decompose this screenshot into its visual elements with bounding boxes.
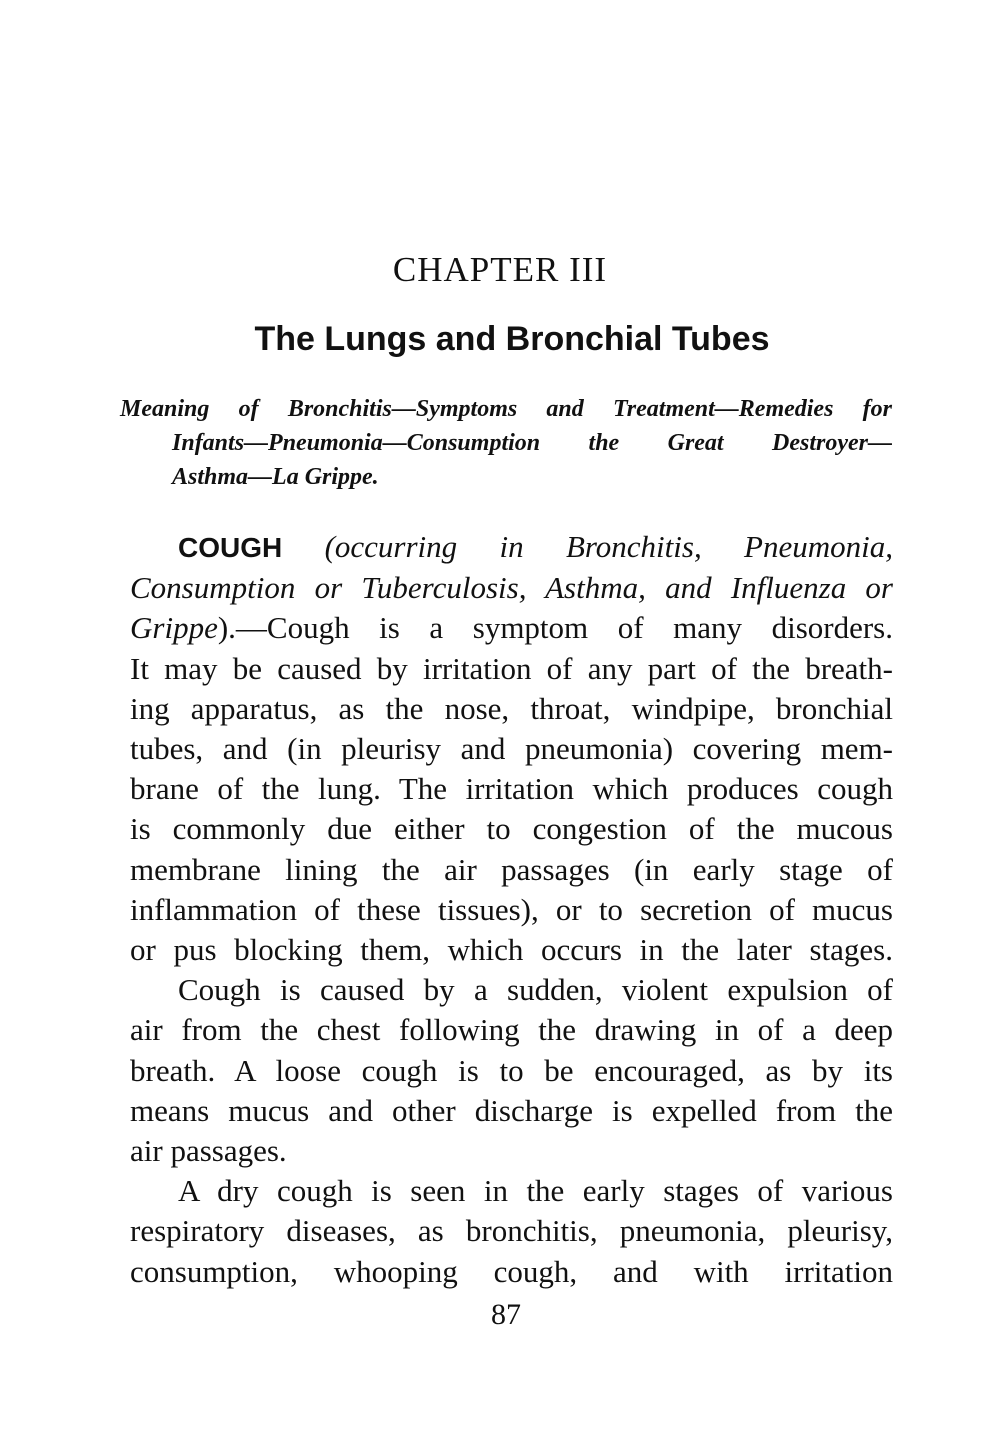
text-line: or pus blocking them, which occurs in the later stages. — [130, 932, 893, 968]
summary-line: Asthma—La Grippe. — [172, 464, 379, 490]
text-line: consumption, whooping cough, and with irritation — [130, 1253, 893, 1289]
body-text — [130, 527, 893, 1292]
chapter-heading: CHAPTER III — [392, 250, 608, 289]
text-line: membrane lining the air passages (in early stage of — [130, 851, 893, 887]
text-line: tubes, and (in pleurisy and pneumonia) covering mem- — [130, 731, 893, 767]
text-line: means mucus and other discharge is expelled from the — [130, 1092, 893, 1128]
text-line: is commonly due either to congestion of the mucous — [130, 811, 893, 847]
summary-line: Meaning of Bronchitis—Symptoms and Treatment—Remedies for — [120, 396, 892, 422]
text-line: air passages. — [130, 1133, 287, 1169]
text-line: breath. A loose cough is to be encouraged, as by its — [130, 1052, 893, 1088]
text-italic: (occurring in Bronchitis, Pneumonia, — [282, 529, 893, 564]
text-line: ing apparatus, as the nose, throat, windpipe, bronchial — [130, 690, 893, 726]
text-line — [130, 527, 893, 568]
chapter-summary — [120, 392, 892, 494]
text-line — [130, 608, 893, 648]
text-line: Cough is caused by a sudden, violent expulsion of — [178, 972, 893, 1008]
chapter-title: The Lungs and Bronchial Tubes — [254, 320, 770, 358]
text-line: inflammation of these tissues), or to secretion of mucus — [130, 891, 893, 927]
summary-line: Infants—Pneumonia—Consumption the Great Destroyer— — [172, 430, 892, 456]
text-span: ).—Cough is a symptom of many disorders. — [217, 610, 893, 646]
text-line: brane of the lung. The irritation which produces cough — [130, 771, 893, 807]
page-number: 87 — [491, 1298, 521, 1331]
text-italic: Grippe — [130, 610, 218, 646]
text-line: respiratory diseases, as bronchitis, pneumonia, pleurisy, — [130, 1213, 893, 1249]
text-line: It may be caused by irritation of any part of the breath- — [130, 650, 893, 686]
text-line — [130, 568, 893, 608]
text-italic: Consumption or Tuberculosis, Asthma, and Influenza or — [130, 570, 893, 606]
text-line: air from the chest following the drawing in of a deep — [130, 1012, 893, 1048]
cough-heading: COUGH — [178, 532, 283, 563]
text-line: A dry cough is seen in the early stages of various — [178, 1173, 893, 1209]
